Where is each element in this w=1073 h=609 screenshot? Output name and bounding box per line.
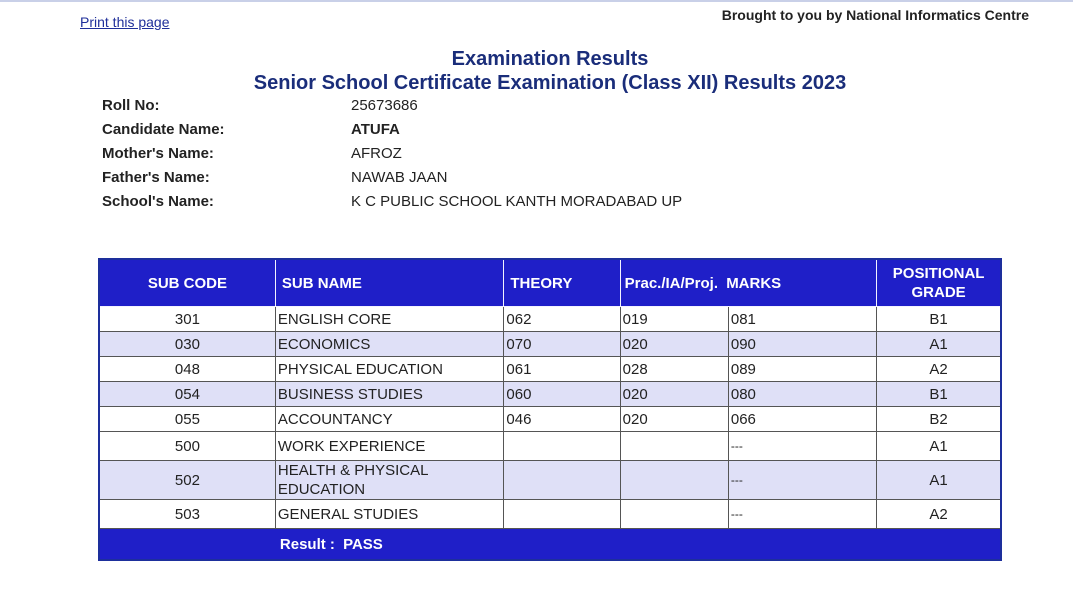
table-row (99, 407, 1001, 432)
school-name-label: School's Name: (102, 193, 214, 210)
grade-cell: B1 (877, 382, 1001, 407)
theory-cell: 070 (504, 332, 620, 357)
prac-cell: 020 (620, 382, 728, 407)
header-grade-line2: GRADE (911, 284, 966, 301)
father-name-value: NAWAB JAAN (351, 169, 448, 186)
prac-cell (620, 432, 728, 461)
prac-cell: 020 (620, 332, 728, 357)
table-row (99, 382, 1001, 407)
marks-cell: --- (728, 432, 876, 461)
roll-value: 25673686 (351, 97, 418, 114)
result-row (99, 529, 1001, 561)
sub-name-cell: BUSINESS STUDIES (275, 382, 504, 407)
prac-cell: 028 (620, 357, 728, 382)
sub-code-cell: 500 (99, 432, 275, 461)
header-grade-line1: POSITIONAL (892, 265, 985, 282)
sub-name-cell: GENERAL STUDIES (275, 500, 504, 529)
header-marks: MARKS (726, 274, 782, 292)
mother-name-label: Mother's Name: (102, 145, 214, 162)
top-border-line (0, 0, 1073, 2)
prac-cell (620, 461, 728, 500)
table-row (99, 432, 1001, 461)
result-value: PASS (343, 535, 383, 553)
result-spacer-cell (99, 529, 275, 561)
candidate-name-value: ATUFA (351, 121, 400, 138)
header-prac: Prac./IA/Proj. (624, 274, 719, 292)
exam-subtitle: Senior School Certificate Examination (Class XII) Results 2023 (253, 72, 847, 94)
table-row (99, 500, 1001, 529)
sub-name-cell: WORK EXPERIENCE (275, 432, 504, 461)
prac-cell: 020 (620, 407, 728, 432)
sub-name-cell: ECONOMICS (275, 332, 504, 357)
theory-cell (504, 432, 620, 461)
sub-code-cell: 503 (99, 500, 275, 529)
prac-cell (620, 500, 728, 529)
sub-name-cell: ACCOUNTANCY (275, 407, 504, 432)
marks-cell: --- (728, 461, 876, 500)
table-row (99, 332, 1001, 357)
table-row (99, 307, 1001, 332)
sub-code-cell: 055 (99, 407, 275, 432)
theory-cell: 060 (504, 382, 620, 407)
results-table (98, 258, 1002, 561)
sub-code-cell: 301 (99, 307, 275, 332)
table-row (99, 357, 1001, 382)
sub-name-cell: HEALTH & PHYSICAL EDUCATION (275, 461, 504, 500)
grade-cell: B1 (877, 307, 1001, 332)
grade-cell: A2 (877, 357, 1001, 382)
grade-cell: A1 (877, 332, 1001, 357)
sub-code-cell: 030 (99, 332, 275, 357)
print-page-link[interactable]: Print this page (80, 14, 170, 30)
table-row (99, 461, 1001, 500)
grade-cell: A1 (877, 461, 1001, 500)
table-header-row (99, 259, 1001, 307)
sub-name-cell: PHYSICAL EDUCATION (275, 357, 504, 382)
school-name-value: K C PUBLIC SCHOOL KANTH MORADABAD UP (351, 193, 683, 210)
grade-cell: A2 (877, 500, 1001, 529)
nic-credit: Brought to you by National Informatics Centre (721, 7, 1029, 23)
father-name-label: Father's Name: (102, 169, 210, 186)
theory-cell: 046 (504, 407, 620, 432)
page-title: Examination Results (451, 48, 649, 70)
header-sub-code: SUB CODE (99, 259, 275, 307)
marks-cell: 090 (728, 332, 876, 357)
marks-cell: 081 (728, 307, 876, 332)
prac-cell: 019 (620, 307, 728, 332)
grade-cell: A1 (877, 432, 1001, 461)
sub-code-cell: 502 (99, 461, 275, 500)
header-theory: THEORY (504, 259, 620, 307)
theory-cell: 062 (504, 307, 620, 332)
theory-cell (504, 461, 620, 500)
theory-cell (504, 500, 620, 529)
header-prac-marks (620, 259, 877, 307)
roll-label: Roll No: (102, 97, 160, 114)
theory-cell: 061 (504, 357, 620, 382)
mother-name-value: AFROZ (351, 145, 402, 162)
sub-code-cell: 048 (99, 357, 275, 382)
header-positional-grade (877, 259, 1001, 307)
marks-cell: 080 (728, 382, 876, 407)
header-sub-name: SUB NAME (275, 259, 504, 307)
marks-cell: 066 (728, 407, 876, 432)
candidate-name-label: Candidate Name: (102, 121, 225, 138)
result-cell (275, 529, 1001, 561)
marks-cell: 089 (728, 357, 876, 382)
sub-code-cell: 054 (99, 382, 275, 407)
sub-name-cell: ENGLISH CORE (275, 307, 504, 332)
result-label: Result : (279, 535, 335, 553)
page-titles (0, 47, 1073, 95)
marks-cell: --- (728, 500, 876, 529)
grade-cell: B2 (877, 407, 1001, 432)
